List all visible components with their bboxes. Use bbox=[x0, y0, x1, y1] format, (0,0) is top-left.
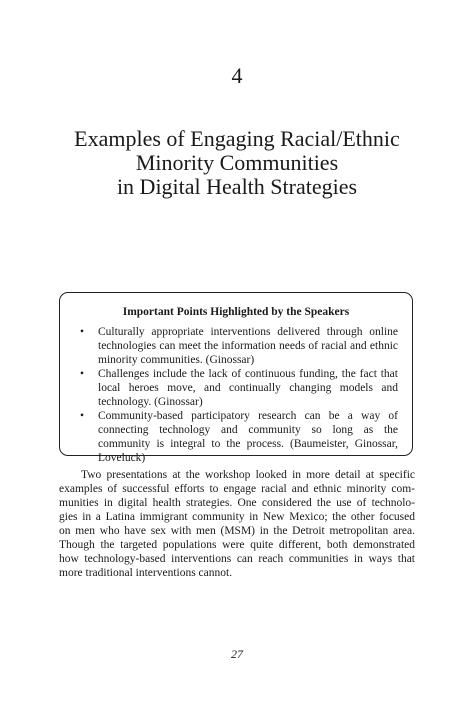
chapter-title-line: Minority Communities bbox=[135, 150, 339, 175]
body-line: Though the targeted populations were quite different, both demonstrated bbox=[59, 539, 415, 551]
page-number: 27 bbox=[231, 647, 243, 661]
chapter-title-line: in Digital Health Strategies bbox=[116, 174, 358, 199]
key-point-item bbox=[74, 367, 398, 409]
key-points-box bbox=[59, 292, 413, 464]
chapter-title-line: Examples of Engaging Racial/Ethnic bbox=[74, 126, 400, 151]
key-points-list bbox=[74, 325, 398, 465]
body-line: examples of successful efforts to engage racial and ethnic minority com- bbox=[59, 483, 415, 495]
key-point-text: Community-based participatory research can be a way of connecting technology and community so long as the community is integral to the process. (Baumeister, Ginossar, Loveluck) bbox=[98, 410, 398, 464]
bullet-icon: • bbox=[80, 410, 85, 422]
body-line: munities in digital health strategies. One considered the use of technolo- bbox=[59, 497, 415, 509]
body-paragraph bbox=[59, 468, 415, 580]
body-line: Two presentations at the workshop looked in more detail at specific bbox=[81, 469, 415, 481]
body-line: more traditional interventions cannot. bbox=[59, 567, 233, 579]
key-point-item bbox=[74, 325, 398, 367]
body-line: gies in a Latina immigrant community in New Mexico; the other focused bbox=[59, 511, 415, 523]
key-point-item bbox=[74, 409, 398, 465]
key-point-text: Challenges include the lack of continuous funding, the fact that local heroes move, and continually changing models and technology. (Ginossar) bbox=[98, 368, 398, 408]
chapter-title bbox=[40, 127, 434, 199]
body-line: how technology-based interventions can reach communities in ways that bbox=[59, 553, 415, 565]
chapter-number: 4 bbox=[231, 63, 243, 88]
body-line: on men who have sex with men (MSM) in the Detroit metropolitan area. bbox=[59, 525, 415, 537]
key-point-text: Culturally appropriate interventions delivered through online technologies can meet the information needs of racial and ethnic minority communities. (Ginossar) bbox=[98, 326, 398, 366]
bullet-icon: • bbox=[80, 368, 85, 380]
key-points-heading: Important Points Highlighted by the Speakers bbox=[122, 306, 350, 318]
bullet-icon: • bbox=[80, 326, 85, 338]
